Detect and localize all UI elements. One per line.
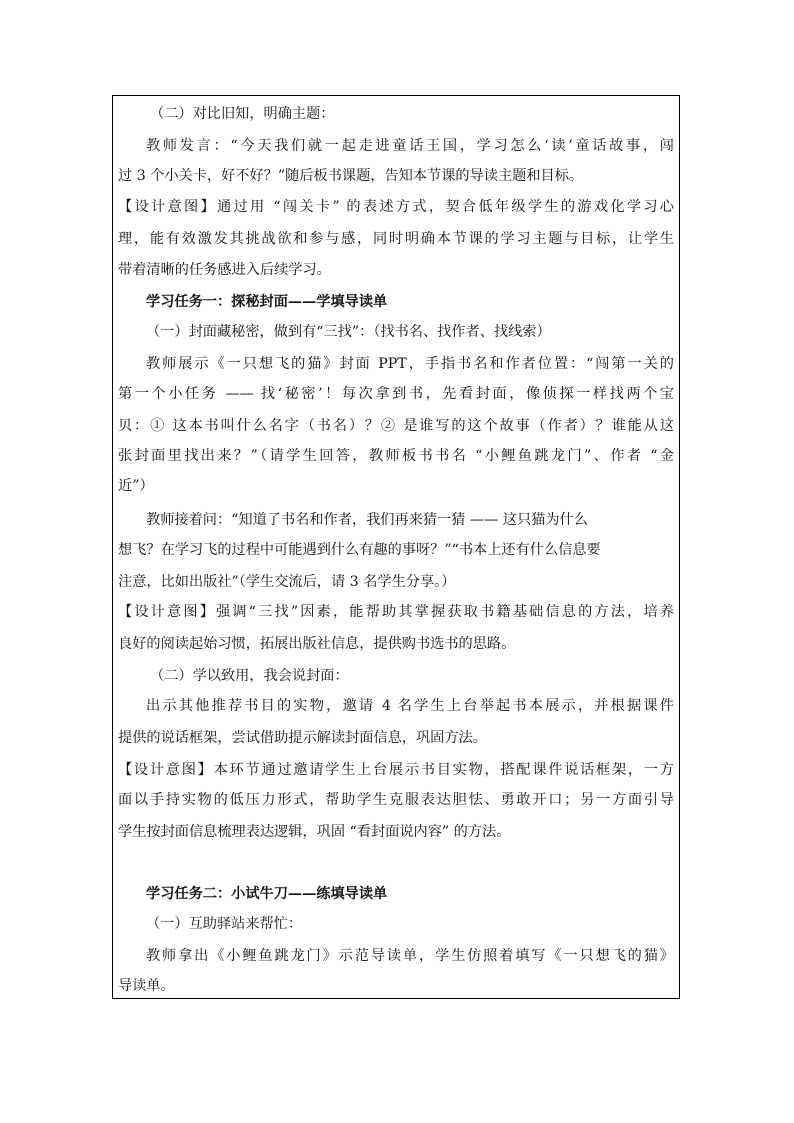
paragraph-line: 过 3 个小关卡，好不好？”随后板书课题，告知本节课的导读主题和目标。 <box>118 168 584 184</box>
section-heading: （二）学以致用，我会说封面： <box>150 668 349 684</box>
paragraph-line: 教师拿出《小鲤鱼跳龙门》示范导读单，学生仿照着填写《一只想飞的猫》 <box>146 948 674 964</box>
paragraph-line: 教师发言：“今天我们就一起走进童话王国，学习怎么‘读’童话故事，闯 <box>146 138 674 154</box>
paragraph-line: 理，能有效激发其挑战欲和参与感，同时明确本节课的学习主题与目标，让学生 <box>118 231 674 247</box>
paragraph-line: 张封面里找出来？”（请学生回答，教师板书书名 “小鲤鱼跳龙门”、作者 “金 <box>118 448 674 464</box>
paragraph-line: 第一个小任务 —— 找‘秘密’！每次拿到书，先看封面，像侦探一样找两个宝 <box>118 386 674 402</box>
design-intent-line: 【设计意图】本环节通过邀请学生上台展示书目实物，搭配课件说话框架，一方 <box>118 762 674 778</box>
section-heading: （二）对比旧知，明确主题： <box>150 106 335 122</box>
design-intent-line: 【设计意图】强调“三找”因素，能帮助其掌握获取书籍基础信息的方法，培养 <box>118 604 674 620</box>
paragraph-line: 想飞？在学习飞的过程中可能遇到什么有趣的事呀？”“书本上还有什么信息要 <box>118 542 601 558</box>
paragraph-line: 贝：① 这本书叫什么名字（书名）？② 是谁写的这个故事（作者）？谁能从这 <box>118 418 674 434</box>
paragraph-line: 导读单。 <box>118 978 175 994</box>
paragraph-line: 教师接着问：“知道了书名和作者，我们再来猜一猜 —— 这只猫为什么 <box>146 512 588 528</box>
paragraph-line: 学生按封面信息梳理表达逻辑，巩固 “看封面说内容” 的方法。 <box>118 824 511 840</box>
paragraph-line: 面以手持实物的低压力形式，帮助学生克服表达胆怯、勇敢开口；另一方面引导 <box>118 792 674 808</box>
paragraph-line: 良好的阅读起始习惯，拓展出版社信息，提供购书选书的思路。 <box>118 636 516 652</box>
paragraph-line: 近”） <box>118 478 154 494</box>
task-heading: 学习任务二：小试牛刀——练填导读单 <box>146 886 388 902</box>
paragraph-line: 提供的说话框架，尝试借助提示解读封面信息，巩固方法。 <box>118 730 487 746</box>
section-heading: （一）封面藏秘密，做到有“三找”：（找书名、找作者、找线索） <box>146 324 551 340</box>
paragraph-line: 出示其他推荐书目的实物，邀请 4 名学生上台举起书本展示，并根据课件 <box>146 698 674 714</box>
task-heading: 学习任务一：探秘封面——学填导读单 <box>146 294 388 310</box>
section-heading: （一）互助驿站来帮忙： <box>146 916 303 932</box>
paragraph-line: 带着清晰的任务感进入后续学习。 <box>118 262 331 278</box>
design-intent-line: 【设计意图】通过用 “闯关卡” 的表述方式，契合低年级学生的游戏化学习心 <box>118 199 674 215</box>
paragraph-line: 教师展示《一只想飞的猫》封面 PPT，手指书名和作者位置：“闯第一关的 <box>146 356 674 372</box>
paragraph-line: 注意，比如出版社”（学生交流后，请 3 名学生分享。） <box>118 574 456 590</box>
